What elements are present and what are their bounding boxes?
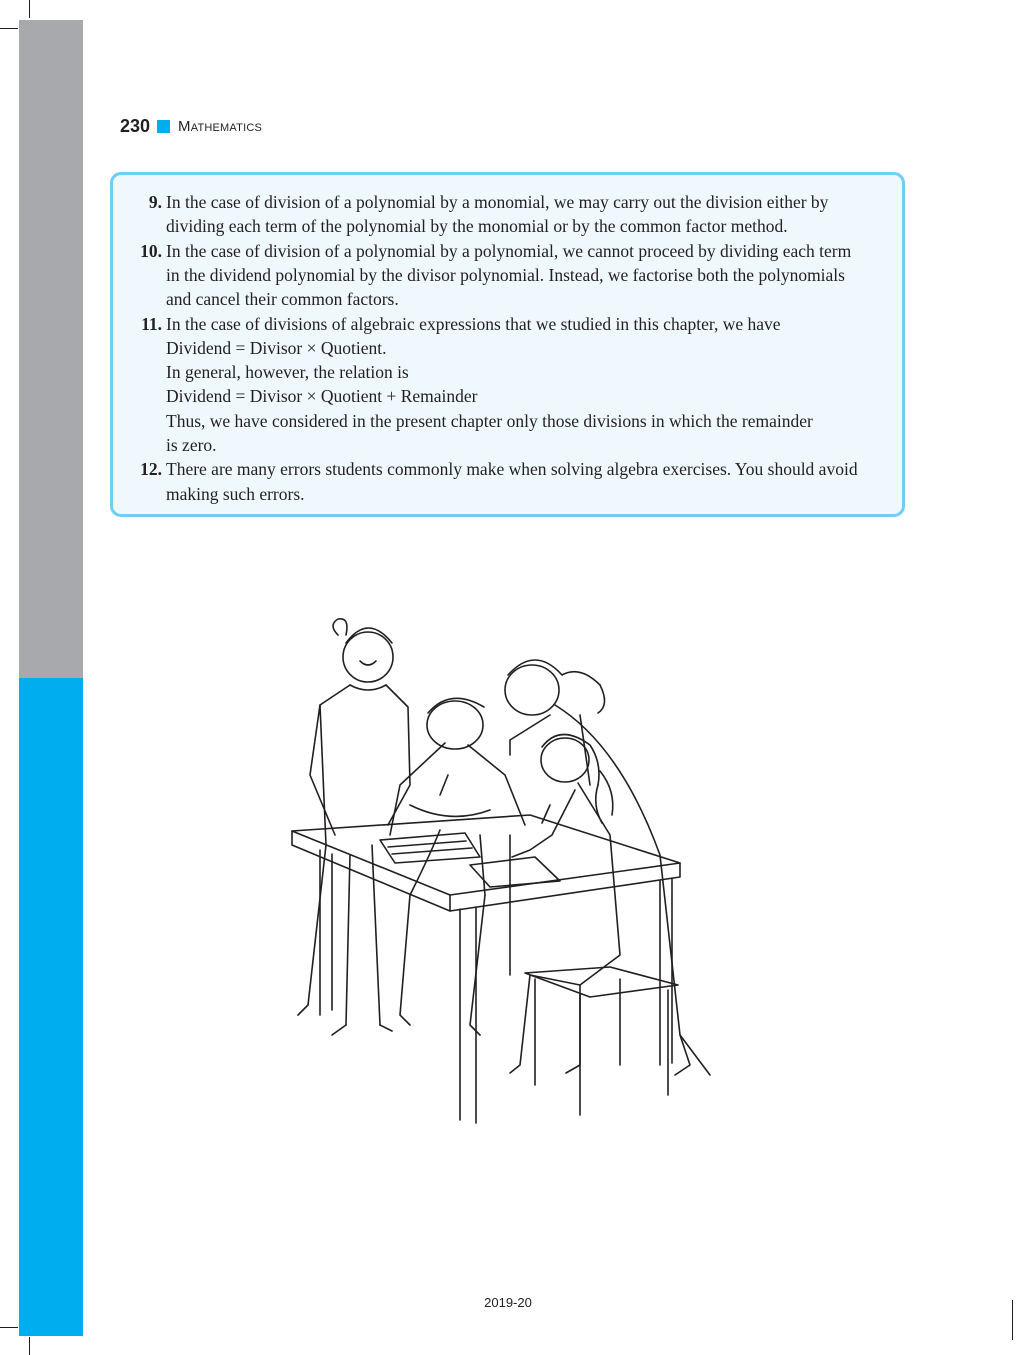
item-text <box>166 312 901 458</box>
crop-mark <box>0 1327 18 1328</box>
text-line: dividing each term of the polynomial by the monomial or by the common factor method. <box>166 216 788 237</box>
crop-mark <box>29 0 30 18</box>
crop-mark <box>0 28 18 29</box>
side-bar-blue <box>19 678 83 1336</box>
students-studying-illustration <box>280 595 740 1135</box>
summary-box <box>110 172 905 517</box>
crop-mark <box>29 1337 30 1355</box>
text-line: In general, however, the relation is <box>166 362 409 383</box>
text-line: In the case of division of a polynomial by a polynomial, we cannot proceed by dividing each term <box>166 240 852 261</box>
text-line: in the dividend polynomial by the divisor polynomial. Instead, we factorise both the polynomials <box>166 264 845 285</box>
item-text <box>166 190 901 239</box>
text-line: Dividend = Divisor × Quotient. <box>166 337 387 358</box>
item-text <box>166 457 901 506</box>
item-number: 11. <box>141 313 162 334</box>
text-line: making such errors. <box>166 483 305 504</box>
footer-year: 2019-20 <box>484 1295 532 1310</box>
item-text <box>166 239 901 312</box>
text-line: There are many errors students commonly make when solving algebra exercises. You should avoid <box>166 459 858 480</box>
running-header <box>120 114 262 138</box>
text-line: is zero. <box>166 434 217 455</box>
text-line: Thus, we have considered in the present chapter only those divisions in which the remainder <box>166 410 813 431</box>
side-bar-gray <box>19 20 83 678</box>
text-line: In the case of division of a polynomial by a monomial, we may carry out the division either by <box>166 192 829 212</box>
page-number: 230 <box>120 115 151 136</box>
text-line: Dividend = Divisor × Quotient + Remainder <box>166 386 478 407</box>
item-number: 12. <box>140 459 162 480</box>
item-number: 9. <box>148 192 162 212</box>
text-line: and cancel their common factors. <box>166 289 399 310</box>
item-number: 10. <box>140 240 162 261</box>
subject-title: Mathematics <box>178 117 263 135</box>
square-bullet-icon <box>157 120 170 133</box>
text-line: In the case of divisions of algebraic expressions that we studied in this chapter, we have <box>166 313 781 334</box>
